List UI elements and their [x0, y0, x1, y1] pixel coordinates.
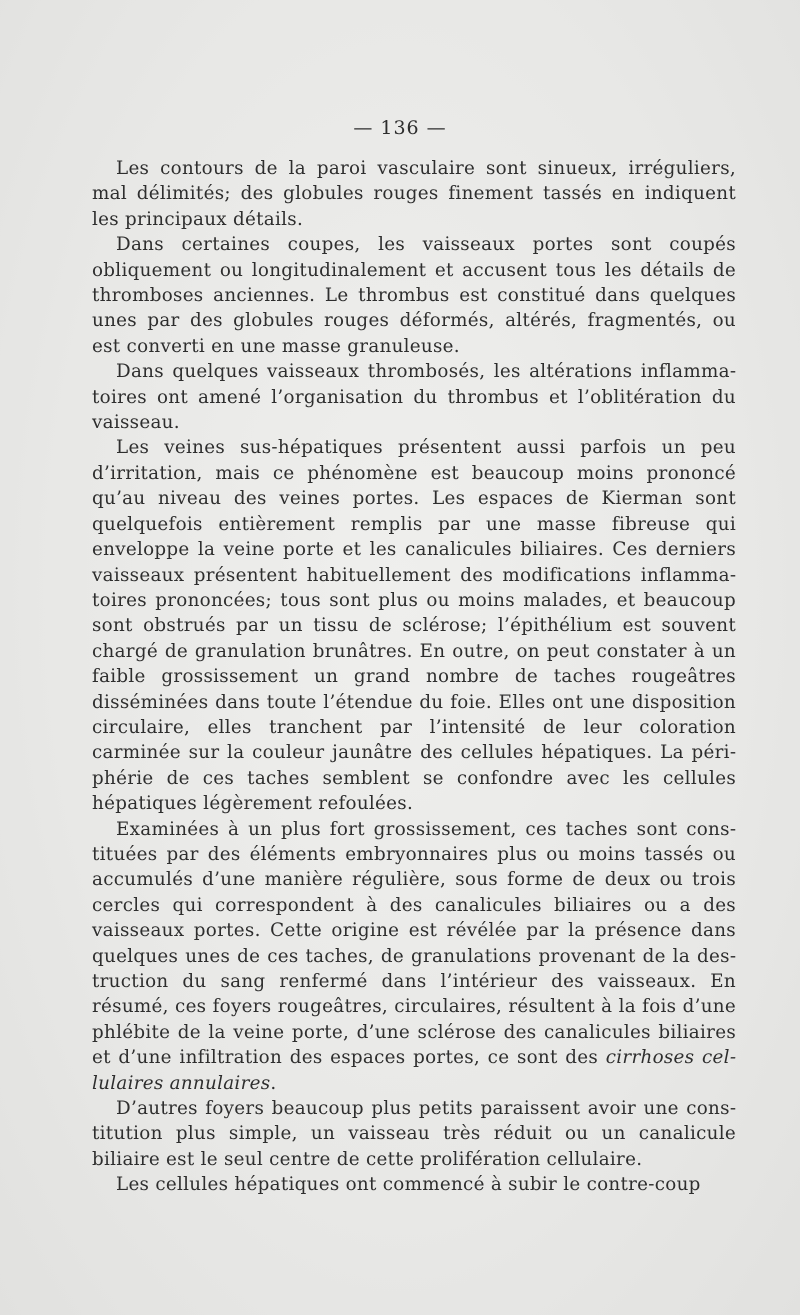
paragraph-1: Les contours de la paroi vasculaire sont sinueux, irréguliers, mal délimités; des globules rouges finement tassés en indiquent les principaux détails.	[92, 158, 736, 230]
paragraph-2: Dans certaines coupes, les vaisseaux portes sont coupés obliquement ou longitudinalement et accusent tous les détails de thromboses anciennes. Le thrombus est constitué dans quelques unes par des globules rouges déformés, altérés, fragmentés, ou est converti en une masse granuleuse.	[92, 234, 736, 357]
body-text	[92, 156, 736, 1198]
paragraph-6: D’autres foyers beaucoup plus petits paraissent avoir une constitution plus simple, un vaisseau très réduit ou un canalicule biliaire est le seul centre de cette prolifération cellulaire.	[92, 1098, 736, 1170]
paragraph-3: Dans quelques vaisseaux thrombosés, les altérations inflammatoires ont amené l’organisation du thrombus et l’oblitération du vaisseau.	[92, 361, 736, 434]
paragraph-7: Les cellules hépatiques ont commencé à subir le contre-coup	[116, 1174, 701, 1196]
paragraph-5	[92, 817, 736, 1096]
paragraph-4: Les veines sus-hépatiques présentent aussi parfois un peu d’irritation, mais ce phénomène est beaucoup moins prononcé qu’au niveau des veines portes. Les espaces de Kierman sont quelquefois entièrement remplis par une masse fibreuse qui enveloppe la veine porte et les canalicules biliaires. Ces derniers vaisseaux présentent habituellement des modifications inflammatoires prononcées; tous sont plus ou moins malades, et beaucoup sont obstrués par un tissu de sclérose; l’épithélium est souvent chargé de granulation brunâtres. En outre, on peut constater à un faible grossissement un grand nombre de taches rougeâtres disséminées dans toute l’étendue du foie. Elles ont une disposition circulaire, elles tranchent par l’intensité de leur coloration carminée sur la couleur jaunâtre des cellules hépatiques. La périphérie de ces taches semblent se confondre avec les cellules hépatiques légèrement refoulées.	[92, 437, 736, 815]
paragraph-5-emphasis: cirrhoses cellulaires annulaires	[92, 1047, 736, 1094]
page-number: — 136 —	[353, 117, 447, 139]
paragraph-5-tail: .	[270, 1072, 277, 1094]
paragraph-5-text: Examinées à un plus fort grossissement, ces taches sont constituées par des éléments embryonnaires plus ou moins tassés ou accumulés d’une manière régulière, sous forme de deux ou trois cercles qui correspondent à des canalicules biliaires ou a des vaisseaux portes. Cette origine est révélée par la présence dans quelques unes de ces taches, de granulations provenant de la destruction du sang renfermé dans l’intérieur des vaisseaux. En résumé, ces foyers rougeâtres, circulaires, résultent à la fois d’une phlébite de la veine porte, d’une sclérose des canalicules biliaires et d’une infiltration des espaces portes, ce sont des	[92, 818, 736, 1069]
